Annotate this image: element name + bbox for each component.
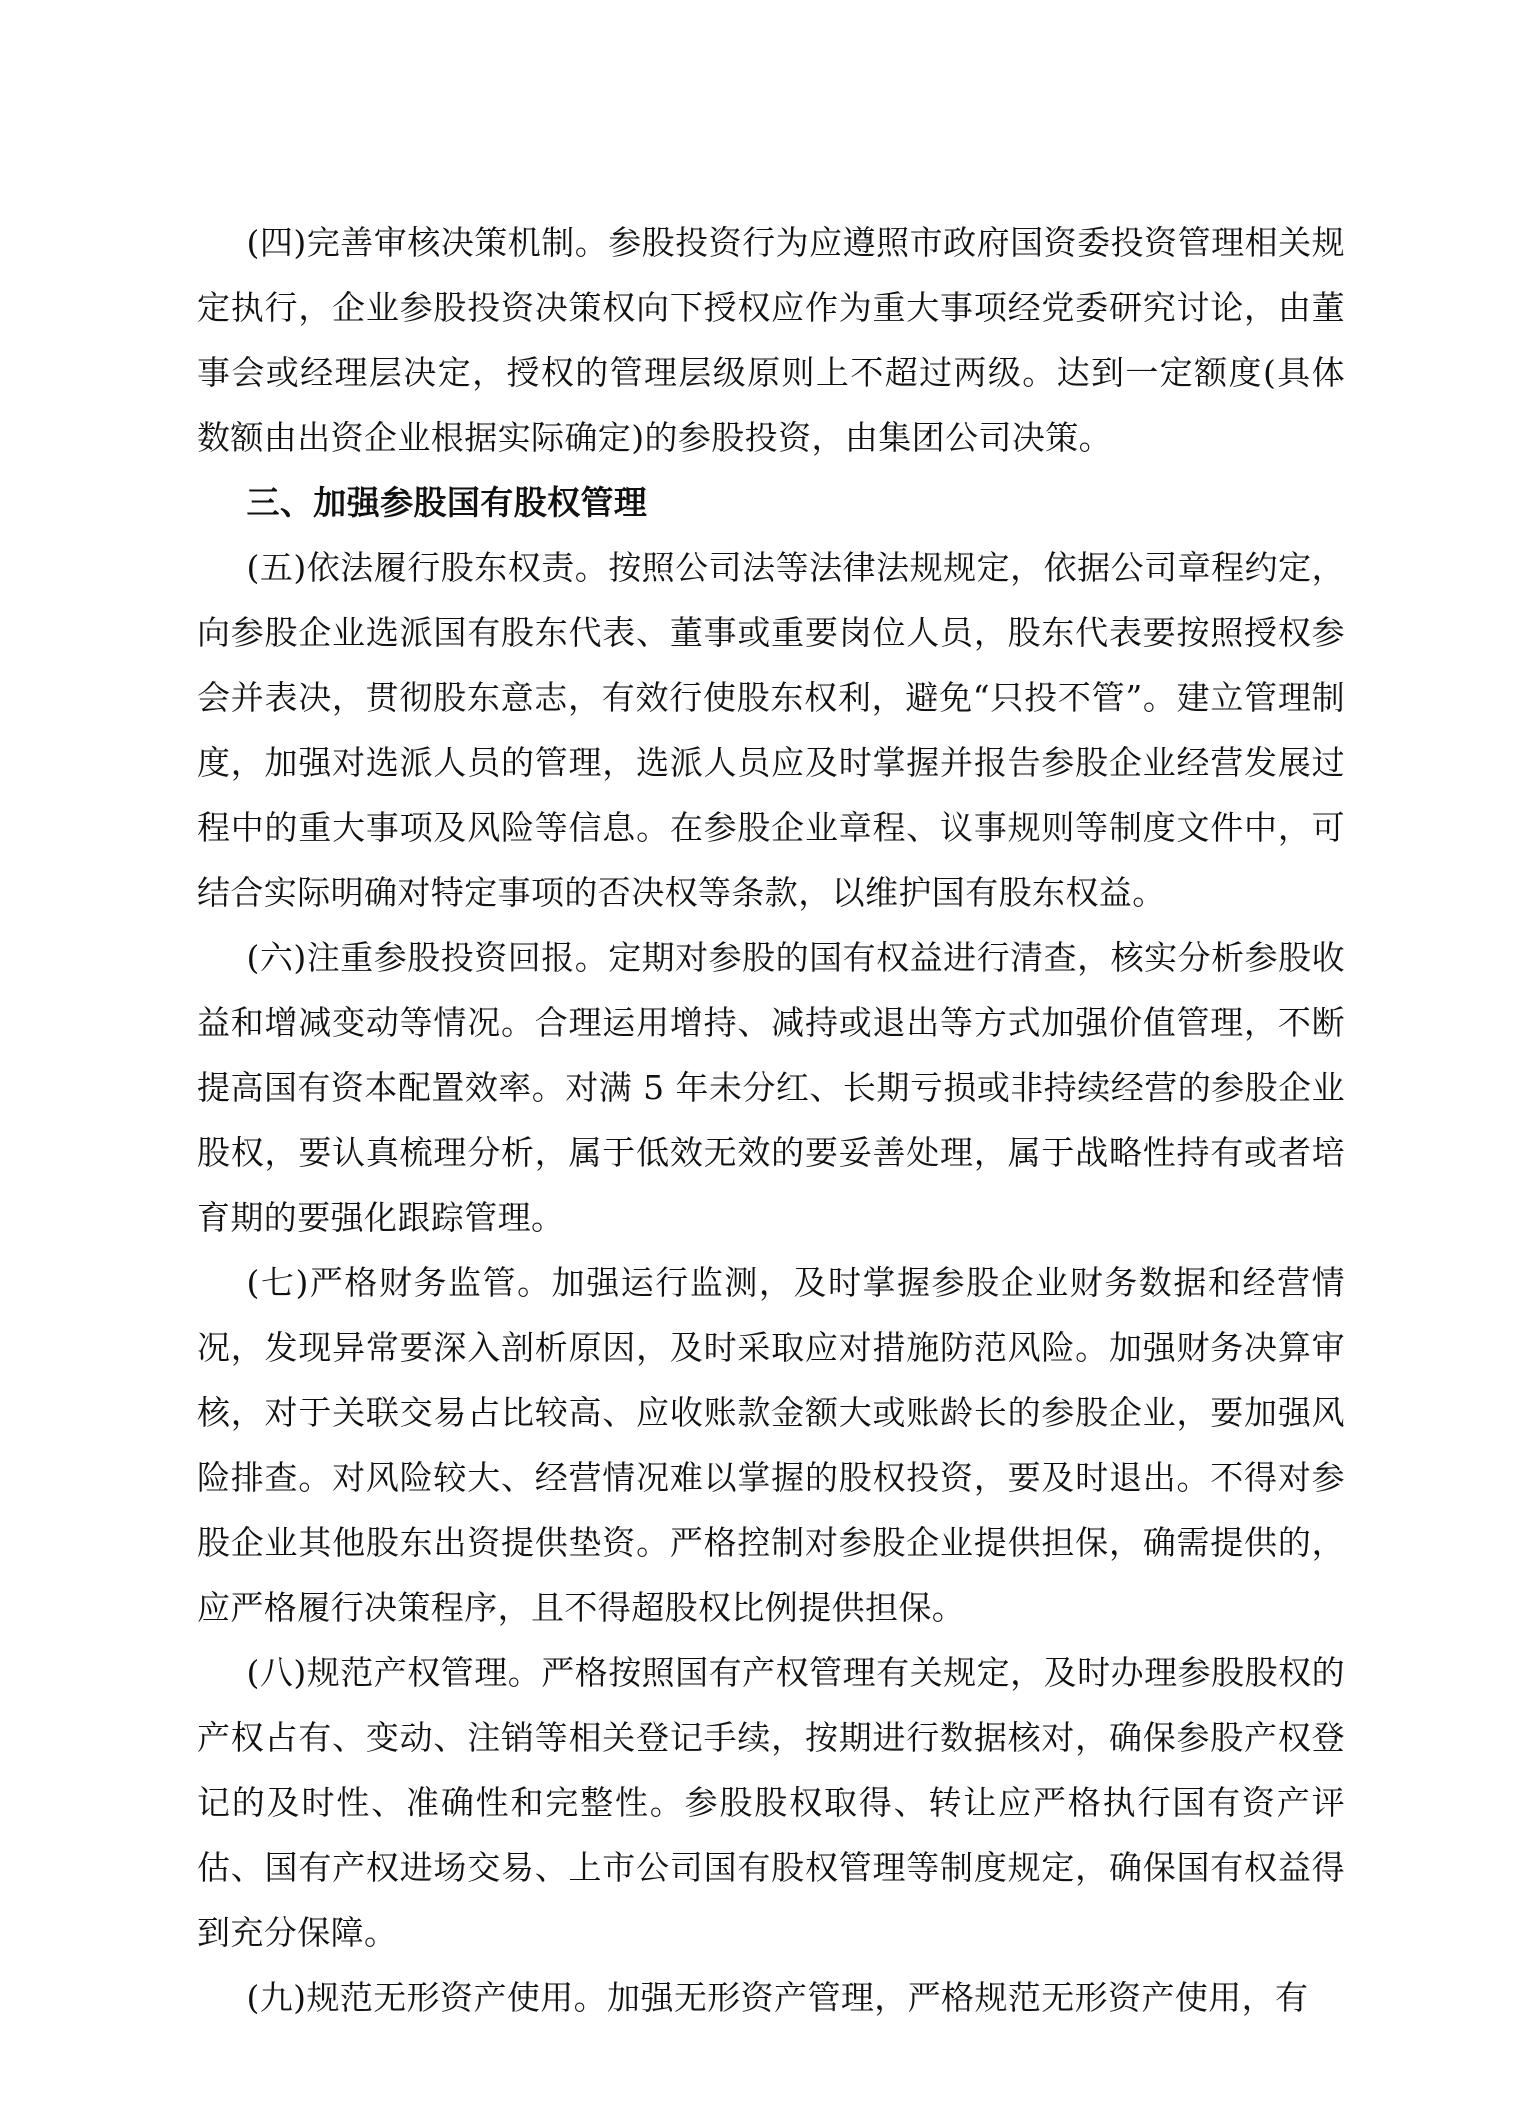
document-body bbox=[197, 210, 1345, 2030]
section-heading-3: 三、加强参股国有股权管理 bbox=[246, 483, 648, 522]
paragraph-9-intangible-assets: (九)规范无形资产使用。加强无形资产管理，严格规范无形资产使用，有 bbox=[246, 1978, 1309, 2017]
paragraph-7-financial-supervision: (七)严格财务监管。加强运行监测，及时掌握参股企业财务数据和经营情况，发现异常要深入剖析原因，及时采取应对措施防范风险。加强财务决算审核，对于关联交易占比较高、应收账款金额大或账龄长的参股企业，要加强风险排查。对风险较大、经营情况难以掌握的股权投资，要及时退出。不得对参股企业其他股东出资提供垫资。严格控制对参股企业提供担保，确需提供的，应严格履行决策程序，且不得超股权比例提供担保。 bbox=[197, 1263, 1345, 1627]
paragraph-4-review-decision-mechanism: (四)完善审核决策机制。参股投资行为应遵照市政府国资委投资管理相关规定执行，企业参股投资决策权向下授权应作为重大事项经党委研究讨论，由董事会或经理层决定，授权的管理层级原则上不超过两级。达到一定额度(具体数额由出资企业根据实际确定)的参股投资，由集团公司决策。 bbox=[197, 223, 1345, 457]
paragraph-8-property-rights: (八)规范产权管理。严格按照国有产权管理有关规定，及时办理参股股权的产权占有、变动、注销等相关登记手续，按期进行数据核对，确保参股产权登记的及时性、准确性和完整性。参股股权取得、转让应严格执行国有资产评估、国有产权进场交易、上市公司国有股权管理等制度规定，确保国有权益得到充分保障。 bbox=[197, 1653, 1345, 1952]
paragraph-6-investment-return: (六)注重参股投资回报。定期对参股的国有权益进行清查，核实分析参股收益和增减变动等情况。合理运用增持、减持或退出等方式加强价值管理，不断提高国有资本配置效率。对满 5 年未分红、长期亏损或非持续经营的参股企业股权，要认真梳理分析，属于低效无效的要妥善处理，属于战略性持有或者培育期的要强化跟踪管理。 bbox=[197, 938, 1345, 1237]
paragraph-5-shareholder-duties: (五)依法履行股东权责。按照公司法等法律法规规定，依据公司章程约定，向参股企业选派国有股东代表、董事或重要岗位人员，股东代表要按照授权参会并表决，贯彻股东意志，有效行使股东权利，避免“只投不管”。建立管理制度，加强对选派人员的管理，选派人员应及时掌握并报告参股企业经营发展过程中的重大事项及风险等信息。在参股企业章程、议事规则等制度文件中，可结合实际明确对特定事项的否决权等条款，以维护国有股东权益。 bbox=[197, 548, 1345, 912]
